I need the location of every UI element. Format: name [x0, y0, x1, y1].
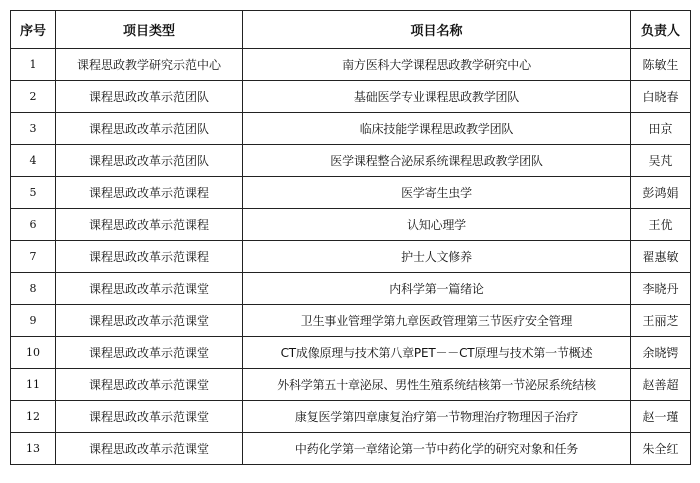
table-row	[11, 81, 691, 113]
cell-index: 12	[11, 401, 56, 433]
cell-leader: 彭鸿娟	[631, 177, 691, 209]
cell-project-type: 课程思政改革示范团队	[56, 113, 243, 145]
table-header	[11, 11, 691, 49]
cell-project-type: 课程思政改革示范团队	[56, 145, 243, 177]
cell-index: 13	[11, 433, 56, 465]
header-leader: 负责人	[631, 11, 691, 49]
cell-index: 7	[11, 241, 56, 273]
cell-project-name: 南方医科大学课程思政教学研究中心	[243, 49, 631, 81]
cell-index: 11	[11, 369, 56, 401]
cell-project-type: 课程思政教学研究示范中心	[56, 49, 243, 81]
cell-leader: 王丽芝	[631, 305, 691, 337]
cell-project-name: 医学寄生虫学	[243, 177, 631, 209]
table-row	[11, 273, 691, 305]
table-row	[11, 49, 691, 81]
cell-index: 3	[11, 113, 56, 145]
cell-project-name: 中药化学第一章绪论第一节中药化学的研究对象和任务	[243, 433, 631, 465]
cell-project-type: 课程思政改革示范团队	[56, 81, 243, 113]
table-row	[11, 369, 691, 401]
cell-project-type: 课程思政改革示范课堂	[56, 433, 243, 465]
cell-project-type: 课程思政改革示范课堂	[56, 369, 243, 401]
header-project-name: 项目名称	[243, 11, 631, 49]
cell-project-type: 课程思政改革示范课堂	[56, 305, 243, 337]
project-table	[10, 10, 691, 465]
table-row	[11, 337, 691, 369]
cell-index: 2	[11, 81, 56, 113]
cell-project-name: 护士人文修养	[243, 241, 631, 273]
cell-leader: 李晓丹	[631, 273, 691, 305]
table-row	[11, 113, 691, 145]
cell-project-type: 课程思政改革示范课程	[56, 209, 243, 241]
cell-leader: 朱全红	[631, 433, 691, 465]
table-row	[11, 305, 691, 337]
table-row	[11, 401, 691, 433]
cell-project-type: 课程思政改革示范课程	[56, 241, 243, 273]
cell-project-name: 内科学第一篇绪论	[243, 273, 631, 305]
cell-index: 1	[11, 49, 56, 81]
cell-leader: 吴芃	[631, 145, 691, 177]
table-row	[11, 209, 691, 241]
cell-leader: 田京	[631, 113, 691, 145]
cell-leader: 赵一瑾	[631, 401, 691, 433]
table-row	[11, 177, 691, 209]
cell-leader: 赵善超	[631, 369, 691, 401]
table-body	[11, 49, 691, 465]
project-table-container	[10, 10, 691, 465]
cell-index: 10	[11, 337, 56, 369]
cell-project-name: 基础医学专业课程思政教学团队	[243, 81, 631, 113]
cell-leader: 王优	[631, 209, 691, 241]
cell-index: 5	[11, 177, 56, 209]
table-row	[11, 241, 691, 273]
cell-leader: 白晓春	[631, 81, 691, 113]
table-row	[11, 433, 691, 465]
cell-project-name: 外科学第五十章泌尿、男性生殖系统结核第一节泌尿系统结核	[243, 369, 631, 401]
cell-leader: 余晓锷	[631, 337, 691, 369]
cell-project-name: 认知心理学	[243, 209, 631, 241]
header-row	[11, 11, 691, 49]
cell-project-name: 卫生事业管理学第九章医政管理第三节医疗安全管理	[243, 305, 631, 337]
cell-project-name: 医学课程整合泌尿系统课程思政教学团队	[243, 145, 631, 177]
cell-project-type: 课程思政改革示范课堂	[56, 337, 243, 369]
cell-project-type: 课程思政改革示范课堂	[56, 401, 243, 433]
cell-index: 4	[11, 145, 56, 177]
header-project-type: 项目类型	[56, 11, 243, 49]
cell-project-name: CT成像原理与技术第八章PET－－CT原理与技术第一节概述	[243, 337, 631, 369]
cell-leader: 翟惠敏	[631, 241, 691, 273]
cell-project-name: 临床技能学课程思政教学团队	[243, 113, 631, 145]
cell-index: 8	[11, 273, 56, 305]
cell-project-name: 康复医学第四章康复治疗第一节物理治疗物理因子治疗	[243, 401, 631, 433]
cell-project-type: 课程思政改革示范课程	[56, 177, 243, 209]
cell-project-type: 课程思政改革示范课堂	[56, 273, 243, 305]
cell-index: 6	[11, 209, 56, 241]
cell-leader: 陈敏生	[631, 49, 691, 81]
table-row	[11, 145, 691, 177]
cell-index: 9	[11, 305, 56, 337]
header-index: 序号	[11, 11, 56, 49]
